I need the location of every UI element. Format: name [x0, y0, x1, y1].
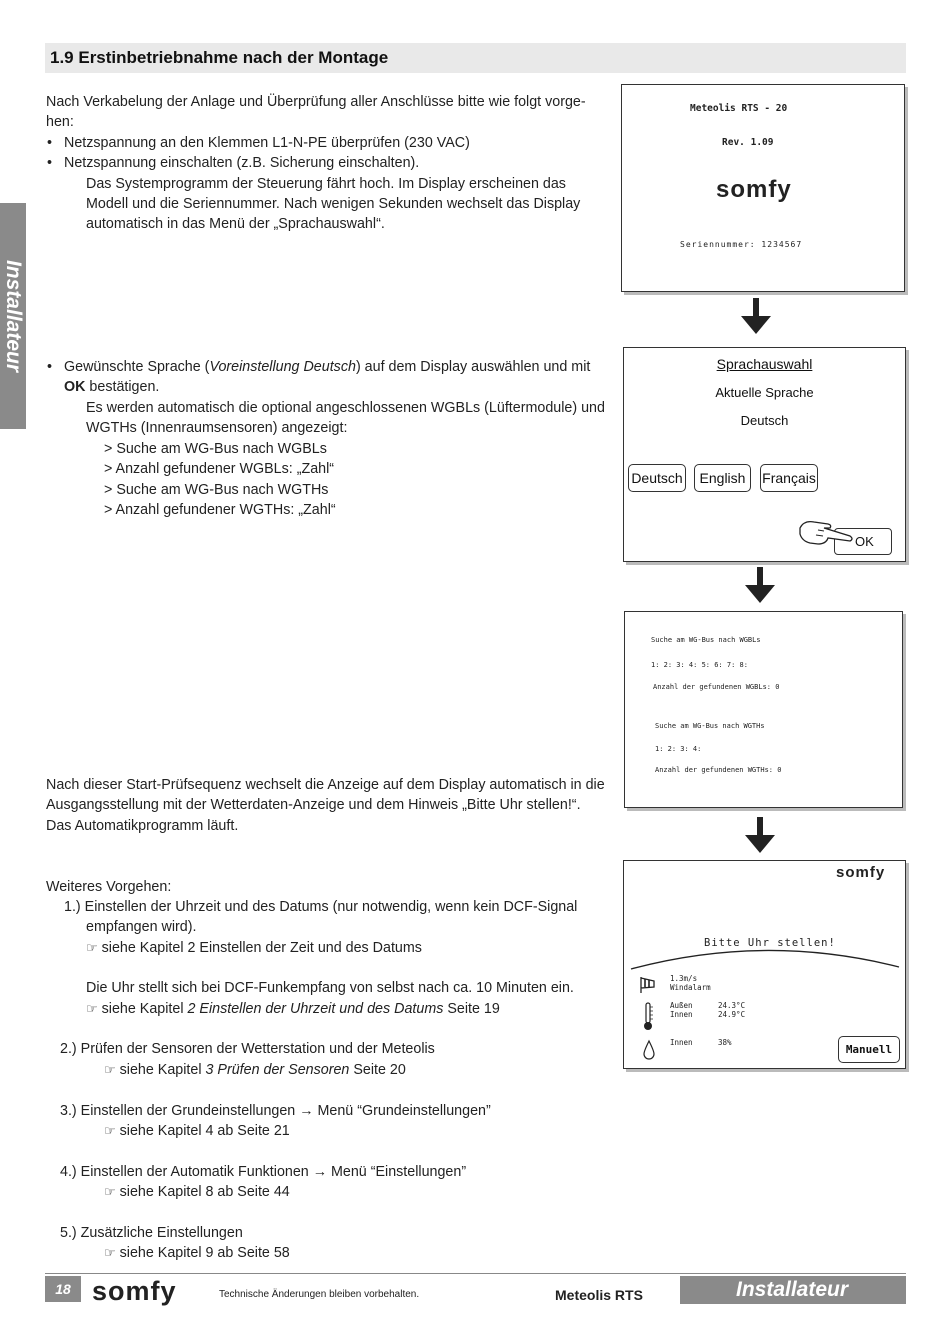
- indent-line: Das Systemprogramm der Steuerung fährt hoch. Im Display erscheinen das: [86, 176, 566, 192]
- italic-text: Voreinstellung Deutsch: [209, 359, 356, 375]
- footer-section-tab: [680, 1276, 906, 1304]
- text: Seite 20: [349, 1062, 406, 1078]
- section-header: [45, 43, 906, 73]
- arrow-down-icon: [745, 567, 775, 603]
- step-3: 3.) Einstellen der Grundeinstellungen → Menü “Grundeinstellungen”: [60, 1103, 491, 1119]
- current-language-label: Aktuelle Sprache: [715, 385, 814, 400]
- footer-note: Technische Änderungen bleiben vorbehalten.: [219, 1289, 420, 1300]
- ok-bold: OK: [64, 379, 86, 395]
- clock-message: Bitte Uhr stellen!: [704, 937, 836, 949]
- language-button-english[interactable]: English: [694, 464, 751, 492]
- revision-text: Rev. 1.09: [722, 137, 774, 148]
- text-line: Ausgangsstellung mit der Wetterdaten-Anzeige und dem Hinweis „Bitte Uhr stellen!“.: [46, 797, 581, 813]
- step-1-cont: empfangen wird).: [86, 919, 197, 935]
- bullet-item: • Netzspannung an den Klemmen L1-N-PE überprüfen (230 VAC): [64, 133, 470, 153]
- text: Seite 19: [443, 1001, 500, 1017]
- indent-line: automatisch in das Menü der „Sprachauswahl“.: [86, 216, 385, 232]
- thermometer-icon: [641, 1001, 655, 1031]
- screen-title: Sprachauswahl: [716, 356, 813, 372]
- list-item: > Anzahl gefundener WGTHs: „Zahl“: [104, 502, 336, 518]
- side-tab: [0, 203, 26, 429]
- reference-line: ☞ siehe Kapitel 8 ab Seite 44: [104, 1182, 290, 1202]
- bullet-item: • Netzspannung einschalten (z.B. Sicherung einschalten).: [64, 153, 419, 173]
- ok-button[interactable]: OK: [834, 528, 892, 555]
- bullet-item: [64, 357, 590, 377]
- current-language-value: Deutsch: [740, 413, 789, 428]
- step-1: 1.) Einstellen der Uhrzeit und des Datums (nur notwendig, wenn kein DCF-Signal: [64, 899, 578, 915]
- pointing-hand-icon: [798, 516, 854, 548]
- confirm-line: [64, 377, 159, 397]
- temp-outside-label: Außen: [670, 1001, 693, 1010]
- footer-section-label: Installateur: [736, 1278, 849, 1301]
- text-line: Das Automatikprogramm läuft.: [46, 818, 239, 834]
- display-home-screen: [623, 860, 906, 1069]
- display-boot-screen: [621, 84, 905, 292]
- list-item: > Anzahl gefundener WGBLs: „Zahl“: [104, 461, 335, 477]
- language-button-francais[interactable]: Français: [760, 464, 818, 492]
- reference-line: ☞ siehe Kapitel 9 ab Seite 58: [104, 1243, 290, 1263]
- list-item: > Suche am WG-Bus nach WGTHs: [104, 482, 329, 498]
- reference-line: [86, 999, 500, 1019]
- temp-outside-value: 24.3°C: [718, 1001, 746, 1010]
- humidity-value: 38%: [718, 1038, 732, 1047]
- somfy-logo: somfy: [836, 864, 886, 881]
- wind-value: 1.3m/s: [670, 974, 698, 983]
- italic-text: 3 Prüfen der Sensoren: [205, 1062, 350, 1078]
- wgbl-slots-text: 1: 2: 3: 4: 5: 6: 7: 8:: [651, 661, 748, 669]
- somfy-footer-logo: somfy: [92, 1276, 177, 1306]
- display-language-screen: [623, 347, 906, 562]
- note-line: Die Uhr stellt sich bei DCF-Funkempfang von selbst nach ca. 10 Minuten ein.: [86, 980, 574, 996]
- intro-line: hen:: [46, 114, 74, 130]
- text: siehe Kapitel: [101, 1001, 188, 1017]
- step-4: 4.) Einstellen der Automatik Funktionen → Menü “Einstellungen”: [60, 1164, 467, 1180]
- text-line: Nach dieser Start-Prüfsequenz wechselt die Anzeige auf dem Display automatisch in die: [46, 777, 605, 793]
- footer-product: Meteolis RTS: [555, 1287, 643, 1303]
- manual-button[interactable]: Manuell: [838, 1036, 900, 1063]
- text: ) auf dem Display auswählen und mit: [355, 359, 591, 375]
- serial-text: Seriennummer: 1234567: [680, 240, 803, 249]
- intro-line: Nach Verkabelung der Anlage und Überprüfung aller Anschlüsse bitte wie folgt vorge-: [46, 94, 586, 110]
- wind-label: Windalarm: [670, 983, 711, 992]
- somfy-logo: somfy: [716, 176, 792, 203]
- page-number: 18: [45, 1276, 81, 1302]
- humidity-label: Innen: [670, 1038, 693, 1047]
- step-5: 5.) Zusätzliche Einstellungen: [60, 1225, 243, 1241]
- temp-inside-label: Innen: [670, 1010, 693, 1019]
- reference-line: ☞ siehe Kapitel 4 ab Seite 21: [104, 1121, 290, 1141]
- temp-inside-value: 24.9°C: [718, 1010, 746, 1019]
- search-wgbl-text: Suche am WG-Bus nach WGBLs: [651, 636, 761, 644]
- side-tab-label: Installateur: [2, 259, 26, 373]
- step-2: 2.) Prüfen der Sensoren der Wetterstation und der Meteolis: [60, 1041, 435, 1057]
- text: Gewünschte Sprache (: [64, 359, 210, 375]
- reference-line: ☞ siehe Kapitel 2 Einstellen der Zeit und des Datums: [86, 938, 422, 958]
- model-text: Meteolis RTS - 20: [690, 103, 788, 114]
- reference-line: [104, 1060, 406, 1080]
- section-title: 1.9 Erstinbetriebnahme nach der Montage: [50, 48, 389, 67]
- arrow-down-icon: [741, 298, 771, 334]
- wgbl-count-text: Anzahl der gefundenen WGBLs: 0: [653, 683, 780, 691]
- display-bus-search-screen: [624, 611, 903, 808]
- arrow-down-icon: [745, 817, 775, 853]
- windsock-icon: [638, 975, 658, 995]
- indent-line: WGTHs (Innenraumsensoren) angezeigt:: [86, 420, 348, 436]
- list-item: > Suche am WG-Bus nach WGBLs: [104, 441, 327, 457]
- text: bestätigen.: [85, 379, 160, 395]
- search-wgth-text: Suche am WG-Bus nach WGTHs: [655, 722, 765, 730]
- text: siehe Kapitel: [119, 1062, 206, 1078]
- wgth-count-text: Anzahl der gefundenen WGTHs: 0: [655, 766, 782, 774]
- humidity-drop-icon: [642, 1039, 656, 1061]
- heading: Weiteres Vorgehen:: [46, 879, 172, 895]
- language-button-deutsch[interactable]: Deutsch: [628, 464, 686, 492]
- indent-line: Es werden automatisch die optional angeschlossenen WGBLs (Lüftermodule) und: [86, 400, 605, 416]
- italic-text: 2 Einstellen der Uhrzeit und des Datums: [187, 1001, 444, 1017]
- status-arc: [629, 943, 901, 971]
- indent-line: Modell und die Seriennummer. Nach wenigen Sekunden wechselt das Display: [86, 196, 581, 212]
- wgth-slots-text: 1: 2: 3: 4:: [655, 745, 702, 753]
